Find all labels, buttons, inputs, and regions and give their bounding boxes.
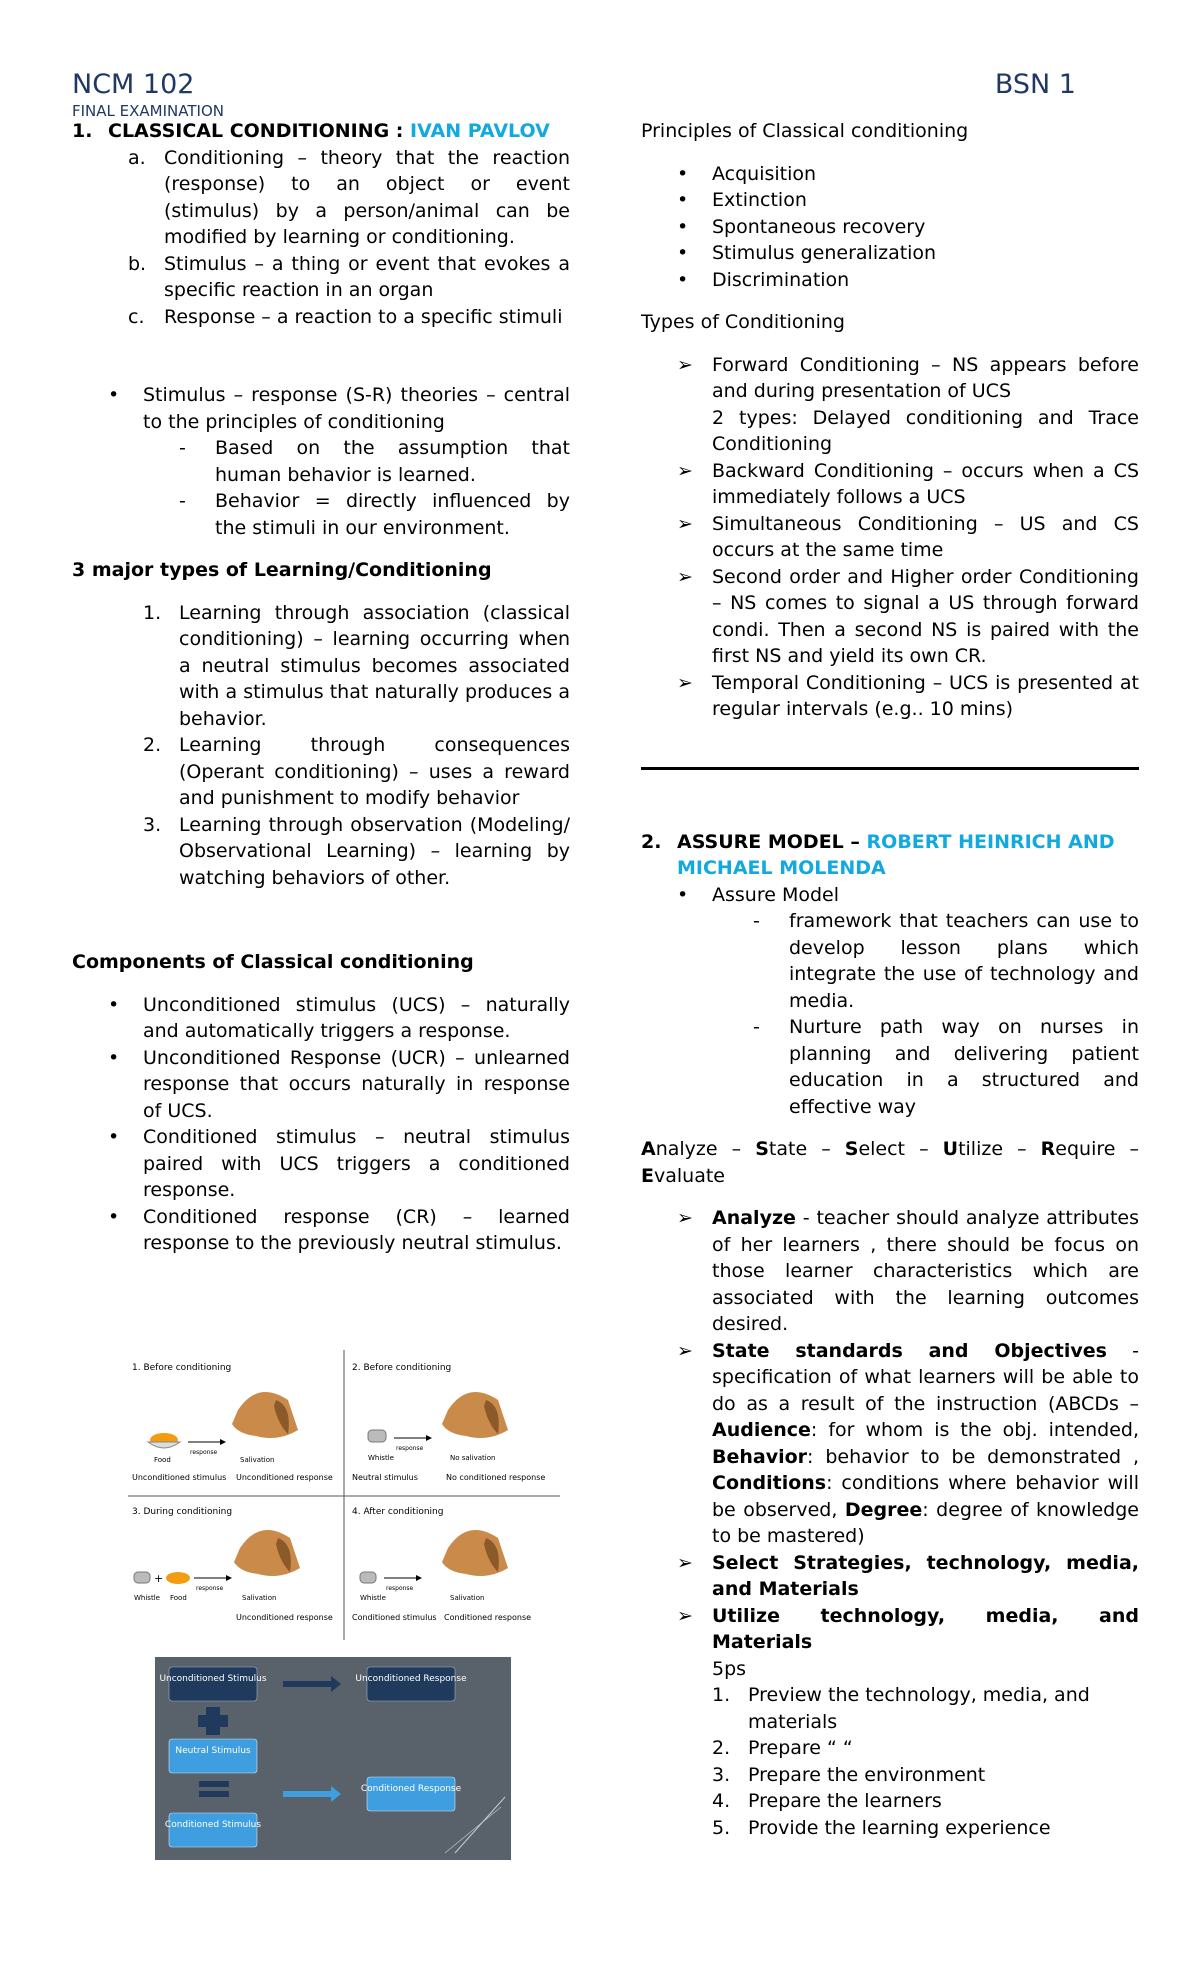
panel-title: 1. Before conditioning [132,1363,232,1373]
step-analyze: ➢ Analyze - teacher should analyze attributes of her learners , there should be focus on those learner characteristics which are associated with the learning outcomes desired. [677,1207,1139,1335]
principles-heading: Principles of Classical conditioning [641,120,969,142]
whistle-icon [368,1430,386,1442]
panel-before-whistle [352,1363,545,1482]
caption-left: Neutral stimulus [352,1473,418,1482]
principle-item [641,187,1139,214]
conditioning-type-text: Backward Conditioning – occurs when a CS immediately follows a UCS [712,459,1139,508]
result-label: Salivation [450,1594,485,1602]
conditioning-type-item [641,458,1139,511]
principle-text: Discrimination [712,268,850,291]
result-label: Salivation [242,1594,277,1602]
ns-box [169,1739,257,1773]
food-bowl-icon [166,1572,190,1584]
bullet-icon: • [677,162,689,185]
arrow-icon [283,1676,341,1692]
bullet-icon: • [677,215,689,238]
caption-left: Conditioned stimulus [352,1613,437,1622]
types-heading: 3 major types of Learning/Conditioning [72,559,492,581]
principle-item [641,240,1139,267]
learning-type-text: Learning through observation (Modeling/ Observational Learning) – learning by watching behaviors of other. [179,813,570,889]
section-author: IVAN PAVLOV [410,120,550,142]
dash-marker: - [753,910,760,932]
list-marker: 1. [143,601,162,624]
sub-text: framework that teachers can use to develop lesson plans which integrate the use of technology and media. [789,910,1139,1012]
item-label: Food [154,1456,171,1464]
section-label: BSN 1 [994,69,1076,100]
dash-marker: - [179,437,186,459]
fiveps-item: 2. Prepare “ “ [712,1737,853,1759]
right-column [641,118,1139,1841]
fiveps-label: 5ps [712,1657,747,1680]
item-label: Whistle [134,1594,160,1602]
sub-text: Nurture path way on nurses in planning and delivering patient education in a structured and effective way [789,1016,1139,1118]
caption-right: Unconditioned response [236,1613,333,1622]
sub-text: Behavior = directly influenced by the stimuli in our environment. [215,490,570,539]
caption-right: No conditioned response [446,1473,546,1482]
list-marker: a. [128,146,146,169]
ns-label: Neutral Stimulus [175,1746,251,1756]
panel-during [132,1507,333,1622]
definition-item [72,251,570,304]
caption-right: Unconditioned response [236,1473,333,1482]
principle-text: Spontaneous recovery [712,215,926,238]
conditioning-type-text: Simultaneous Conditioning – US and CS occurs at the same time [712,512,1139,561]
arrow-label: response [196,1585,224,1592]
types-of-conditioning-heading: Types of Conditioning [641,311,845,333]
conditioning-type-item [641,511,1139,564]
section-number: 1. [72,120,93,142]
arrow-bullet-icon: ➢ [677,512,693,535]
arrow-label: response [190,1449,218,1456]
component-text: Unconditioned stimulus (UCS) – naturally and automatically triggers a response. [143,993,570,1042]
ucs-box [169,1667,257,1701]
step-select: ➢ Select Strategies, technology, media, and Materials [677,1551,1139,1600]
panel-title: 3. During conditioning [132,1507,233,1517]
whistle-icon [134,1572,150,1583]
arrow-label: response [386,1585,414,1592]
result-label: No salivation [450,1454,496,1462]
bullet-icon: • [677,883,689,906]
assure-sub-item [641,908,1139,1014]
section-number: 2. [641,830,662,853]
section-title: CLASSICAL CONDITIONING : [108,120,411,142]
definition-text: Conditioning – theory that the reaction (response) to an object or event (stimulus) by a person/animal can be modified by learning or conditioning. [164,146,570,248]
learning-type-text: Learning through association (classical conditioning) – learning occurring when a neutral stimulus becomes associated with a stimulus that naturally produces a behavior. [179,601,570,730]
panel-title: 4. After conditioning [352,1507,444,1517]
item-label: Whistle [368,1454,394,1462]
step-utilize: ➢ Utilize technology, media, and Materials [677,1604,1139,1653]
ucs-label: Unconditioned Stimulus [159,1674,267,1684]
learning-type-item [72,600,570,733]
principle-item [641,214,1139,241]
bullet-icon: • [677,242,689,264]
arrow-bullet-icon: ➢ [677,353,693,376]
learning-type-item [72,812,570,892]
step-state: ➢ State standards and Objectives - specification of what learners will be able to do as a result of the instruction (ABCDs – Audience: for whom is the obj. intended, Behavior: behavior to be demonstrated , Conditions: conditions where behavior will be observed, Degree: degree of knowledge to be mastered) [677,1339,1139,1547]
list-marker: b. [128,252,147,275]
section-title: ASSURE MODEL – [677,830,867,853]
assure-sub-item [641,1014,1139,1120]
sr-sub-item [72,435,570,488]
conditioning-type-text: Second order and Higher order Conditioning – NS comes to signal a US through forward condi. Then a second NS is paired with the first NS and yield its own CR. [712,565,1139,667]
definition-text: Stimulus – a thing or event that evokes a specific reaction in an organ [164,252,570,301]
equals-icon [199,1781,229,1787]
assure-bullet [641,882,1139,909]
bullet-icon: • [108,993,120,1016]
principle-item [641,161,1139,188]
svg-text:+: + [154,1572,164,1585]
panel-title: 2. Before conditioning [352,1363,452,1373]
item-label: Food [170,1594,187,1602]
definition-text: Response – a reaction to a specific stimuli [164,305,563,328]
list-marker: 2. [143,734,162,756]
section-author: ROBERT HEINRICH AND MICHAEL MOLENDA [677,830,1115,879]
arrow-bullet-icon: ➢ [677,1604,693,1627]
arrow-bullet-icon: ➢ [677,459,693,482]
ucr-label: Unconditioned Response [355,1674,467,1684]
definition-item [72,145,570,251]
assure-acronym: Analyze – State – Select – Utilize – Require – Evaluate [641,1138,1140,1187]
component-item [72,1124,570,1204]
component-item [72,1045,570,1125]
bullet-icon: • [108,384,120,406]
bullet-text: Stimulus – response (S-R) theories – central to the principles of conditioning [143,384,570,433]
conditioning-type-item [641,352,1139,458]
panel-before-food [132,1363,333,1482]
panel-after [352,1507,531,1622]
fiveps-item: 1. Preview the technology, media, and materials [712,1684,1090,1733]
learning-type-item [72,732,570,812]
section-heading-assure [641,829,1139,882]
whistle-icon [360,1572,376,1583]
conditioning-flow-diagram [155,1657,511,1860]
component-text: Unconditioned Response (UCR) – unlearned response that occurs naturally in response of UCS. [143,1046,570,1122]
conditioning-type-item [641,670,1139,723]
arrow-bullet-icon: ➢ [677,1551,693,1574]
plus-icon [198,1707,228,1735]
cr-label: Conditioned Response [360,1784,462,1794]
item-label: Whistle [360,1594,386,1602]
principle-text: Stimulus generalization [712,242,937,264]
conditioning-type-text: Temporal Conditioning – UCS is presented at regular intervals (e.g.. 10 mins) [712,671,1139,720]
decorative-line [455,1797,505,1853]
sub-text: Based on the assumption that human behavior is learned. [215,437,570,486]
principle-text: Acquisition [712,162,817,185]
definition-item [72,304,570,331]
course-title: NCM 102 [72,69,195,100]
arrow-bullet-icon: ➢ [677,671,693,694]
arrow-bullet-icon: ➢ [677,565,693,588]
component-text: Conditioned response (CR) – learned response to the previously neutral stimulus. [143,1205,570,1254]
caption-right: Conditioned response [444,1613,532,1622]
arrow-icon [283,1786,341,1802]
bullet-text: Assure Model [712,883,840,906]
cs-label: Conditioned Stimulus [164,1820,262,1830]
section-heading-classical [72,118,570,145]
principle-text: Extinction [712,189,807,211]
components-heading: Components of Classical conditioning [72,951,474,973]
fiveps-item: 5. Provide the learning experience [712,1816,1051,1839]
cs-box [169,1813,257,1847]
arrow-label: response [396,1445,424,1452]
left-column [72,118,570,1257]
conditioning-type-text: Forward Conditioning – NS appears before and during presentation of UCS 2 types: Delayed conditioning and Trace Conditioning [712,353,1139,455]
component-item [72,992,570,1045]
fiveps-item: 3. Prepare the environment [712,1763,986,1786]
dash-marker: - [753,1016,760,1038]
bullet-icon: • [108,1046,120,1069]
pavlov-conditioning-diagram [128,1350,560,1640]
bullet-icon: • [677,268,689,291]
arrow-bullet-icon: ➢ [677,1339,693,1362]
component-text: Conditioned stimulus – neutral stimulus paired with UCS triggers a conditioned response. [143,1126,570,1201]
bullet-icon: • [108,1126,120,1148]
conditioning-type-item [641,564,1139,670]
learning-type-text: Learning through consequences (Operant conditioning) – uses a reward and punishment to modify behavior [179,734,570,809]
sr-sub-item [72,488,570,541]
arrow-bullet-icon: ➢ [677,1207,693,1229]
exam-label: FINAL EXAMINATION [72,102,224,120]
cr-box [367,1777,455,1811]
list-marker: 3. [143,813,162,836]
result-label: Salivation [240,1456,275,1464]
ucr-box [367,1667,455,1701]
dash-marker: - [179,490,186,512]
fiveps-item: 4. Prepare the learners [712,1790,942,1812]
component-item [72,1204,570,1257]
bullet-icon: • [677,189,689,211]
principle-item [641,267,1139,294]
bullet-icon: • [108,1205,120,1228]
list-marker: c. [128,305,145,328]
caption-left: Unconditioned stimulus [132,1473,227,1482]
sr-theory-bullet [72,382,570,435]
flow-diagram-canvas [155,1657,511,1860]
